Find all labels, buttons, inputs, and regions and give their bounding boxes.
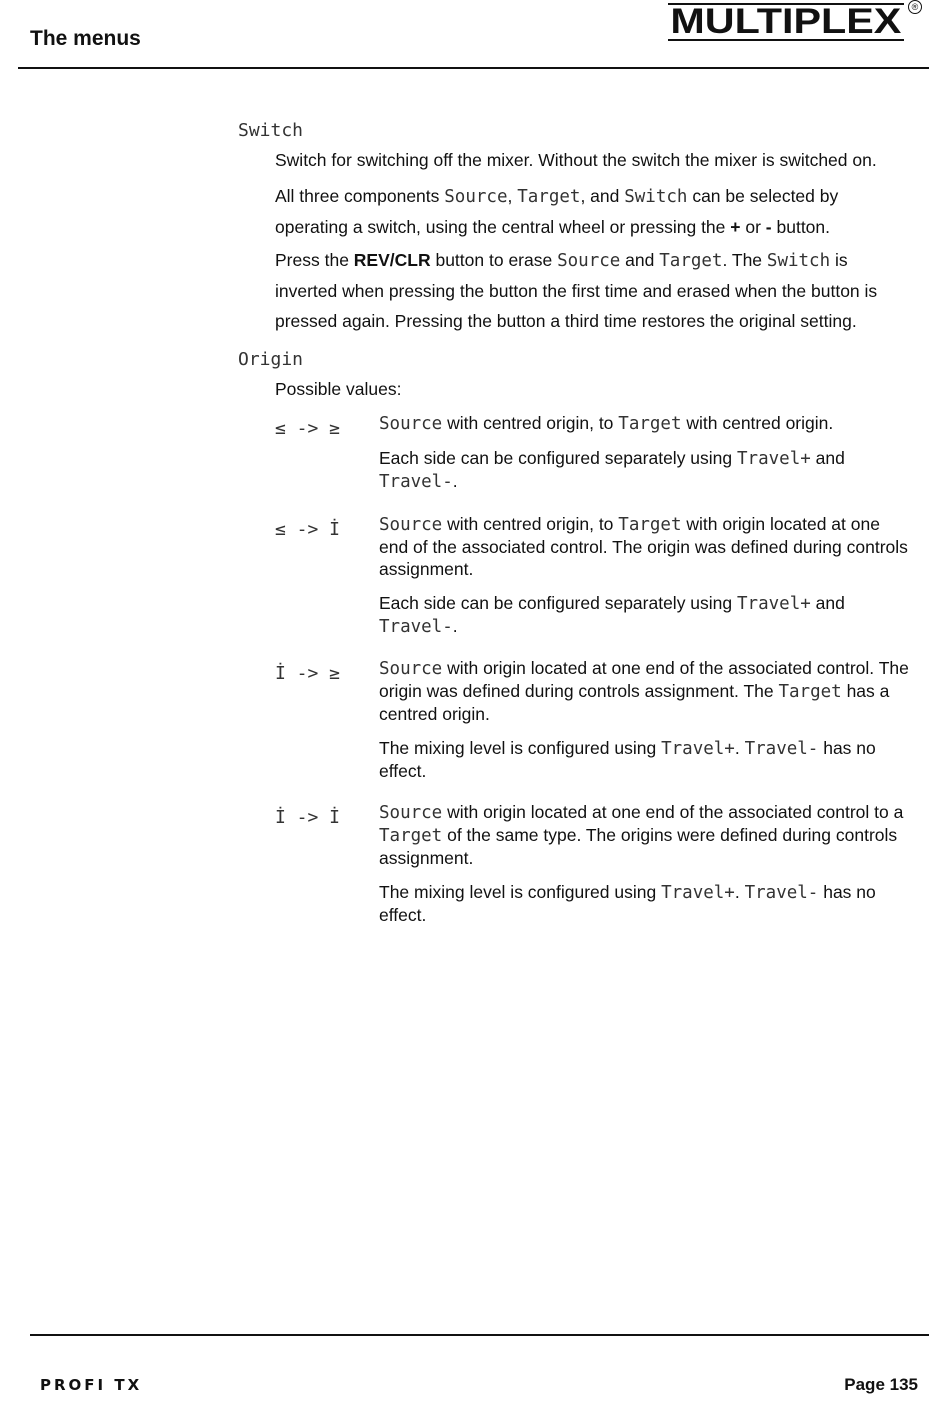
lcd-travel-minus: Travel- [744, 883, 819, 903]
origin-option-description [379, 657, 909, 782]
lcd-target: Target [778, 682, 842, 702]
text: pressed again. Pressing the button a third time restores the original setting. [275, 311, 857, 331]
lcd-target: Target [618, 414, 682, 434]
text: has no effect. [379, 882, 876, 925]
switch-paragraph-3 [275, 245, 920, 336]
multiplex-logo [668, 0, 902, 41]
text: . [734, 738, 745, 758]
text: with centred origin, to [442, 413, 619, 433]
switch-paragraph-2 [275, 181, 920, 242]
text: and [810, 593, 845, 613]
option-line-a [379, 513, 909, 580]
text: Each side can be configured separately using [379, 448, 738, 468]
option-line-b [379, 881, 909, 926]
text: with origin located at one end of the associated control to a [442, 802, 904, 822]
switch-heading: Switch [238, 120, 304, 141]
text: operating a switch, using the central wheel or pressing the [275, 217, 731, 237]
lcd-travel-plus: Travel+ [737, 594, 811, 614]
header-divider [18, 67, 929, 69]
origin-option-description [379, 412, 909, 493]
logo-text: MULTIPLEX [668, 3, 904, 41]
text: . [734, 882, 745, 902]
option-line-b [379, 447, 909, 493]
footer-divider [30, 1334, 929, 1336]
product-name: PROFI TX [40, 1376, 143, 1394]
text: Each side can be configured separately using [379, 593, 738, 613]
option-line-b [379, 592, 909, 638]
text: with origin located at one end of the associated control. The origin was defined during controls assignment. [379, 514, 908, 579]
origin-option-symbol: ≤ -> İ [275, 519, 341, 540]
lcd-source: Source [444, 187, 508, 207]
text: of the same type. The origins were defined during controls assignment. [379, 825, 898, 868]
lcd-source: Source [379, 414, 443, 434]
lcd-switch: Switch [766, 251, 831, 271]
origin-option-symbol: İ -> ≥ [275, 663, 341, 684]
lcd-target: Target [659, 251, 723, 271]
lcd-travel-minus: Travel- [744, 739, 819, 759]
text: with centred origin. [681, 413, 834, 433]
text: . [452, 471, 458, 491]
lcd-source: Source [379, 659, 443, 679]
lcd-source: Source [557, 251, 621, 271]
text: The mixing level is configured using [379, 882, 662, 902]
origin-option-symbol: İ -> İ [275, 807, 341, 828]
text: and [810, 448, 845, 468]
text: Press the [275, 250, 354, 270]
lcd-target: Target [379, 826, 443, 846]
text: can be selected by [687, 186, 839, 206]
text: or [740, 217, 766, 237]
text: with origin located at one end of the associated control. The origin was defined during controls assignment. The [379, 658, 909, 701]
text: and [620, 250, 660, 270]
lcd-switch: Switch [624, 187, 688, 207]
text: . The [722, 250, 767, 270]
text: The mixing level is configured using [379, 738, 662, 758]
lcd-travel-plus: Travel+ [661, 883, 735, 903]
page-number: Page 135 [844, 1375, 918, 1394]
origin-option-description [379, 513, 909, 638]
text: is [830, 250, 848, 270]
registered-mark: ® [908, 0, 922, 14]
text: , and [580, 186, 625, 206]
lcd-travel-minus: Travel- [379, 472, 453, 492]
option-line-a [379, 657, 909, 725]
minus-key: - [765, 217, 772, 237]
origin-heading: Origin [238, 349, 304, 370]
text: button to erase [430, 250, 558, 270]
text: inverted when pressing the button the first time and erased when the button is [275, 281, 878, 301]
lcd-source: Source [379, 515, 443, 535]
lcd-target: Target [618, 515, 682, 535]
option-line-b [379, 737, 909, 782]
lcd-travel-plus: Travel+ [661, 739, 735, 759]
text: has a centred origin. [379, 681, 890, 724]
text: All three components [275, 186, 445, 206]
lcd-travel-plus: Travel+ [737, 449, 811, 469]
text: . [452, 616, 458, 636]
lcd-travel-minus: Travel- [379, 617, 453, 637]
text: with centred origin, to [442, 514, 619, 534]
switch-paragraph-1: Switch for switching off the mixer. Without the switch the mixer is switched on. [275, 150, 877, 170]
lcd-target: Target [517, 187, 581, 207]
origin-option-description [379, 801, 909, 926]
plus-key: + [730, 217, 741, 237]
text: button. [771, 217, 831, 237]
rev-clr-key: REV/CLR [353, 250, 431, 270]
lcd-source: Source [379, 803, 443, 823]
origin-option-symbol: ≤ -> ≥ [275, 418, 341, 439]
page-section-title: The menus [30, 27, 141, 50]
option-line-a [379, 801, 909, 869]
text: has no effect. [379, 738, 876, 781]
text: , [507, 186, 518, 206]
origin-intro: Possible values: [275, 379, 402, 399]
option-line-a [379, 412, 909, 435]
